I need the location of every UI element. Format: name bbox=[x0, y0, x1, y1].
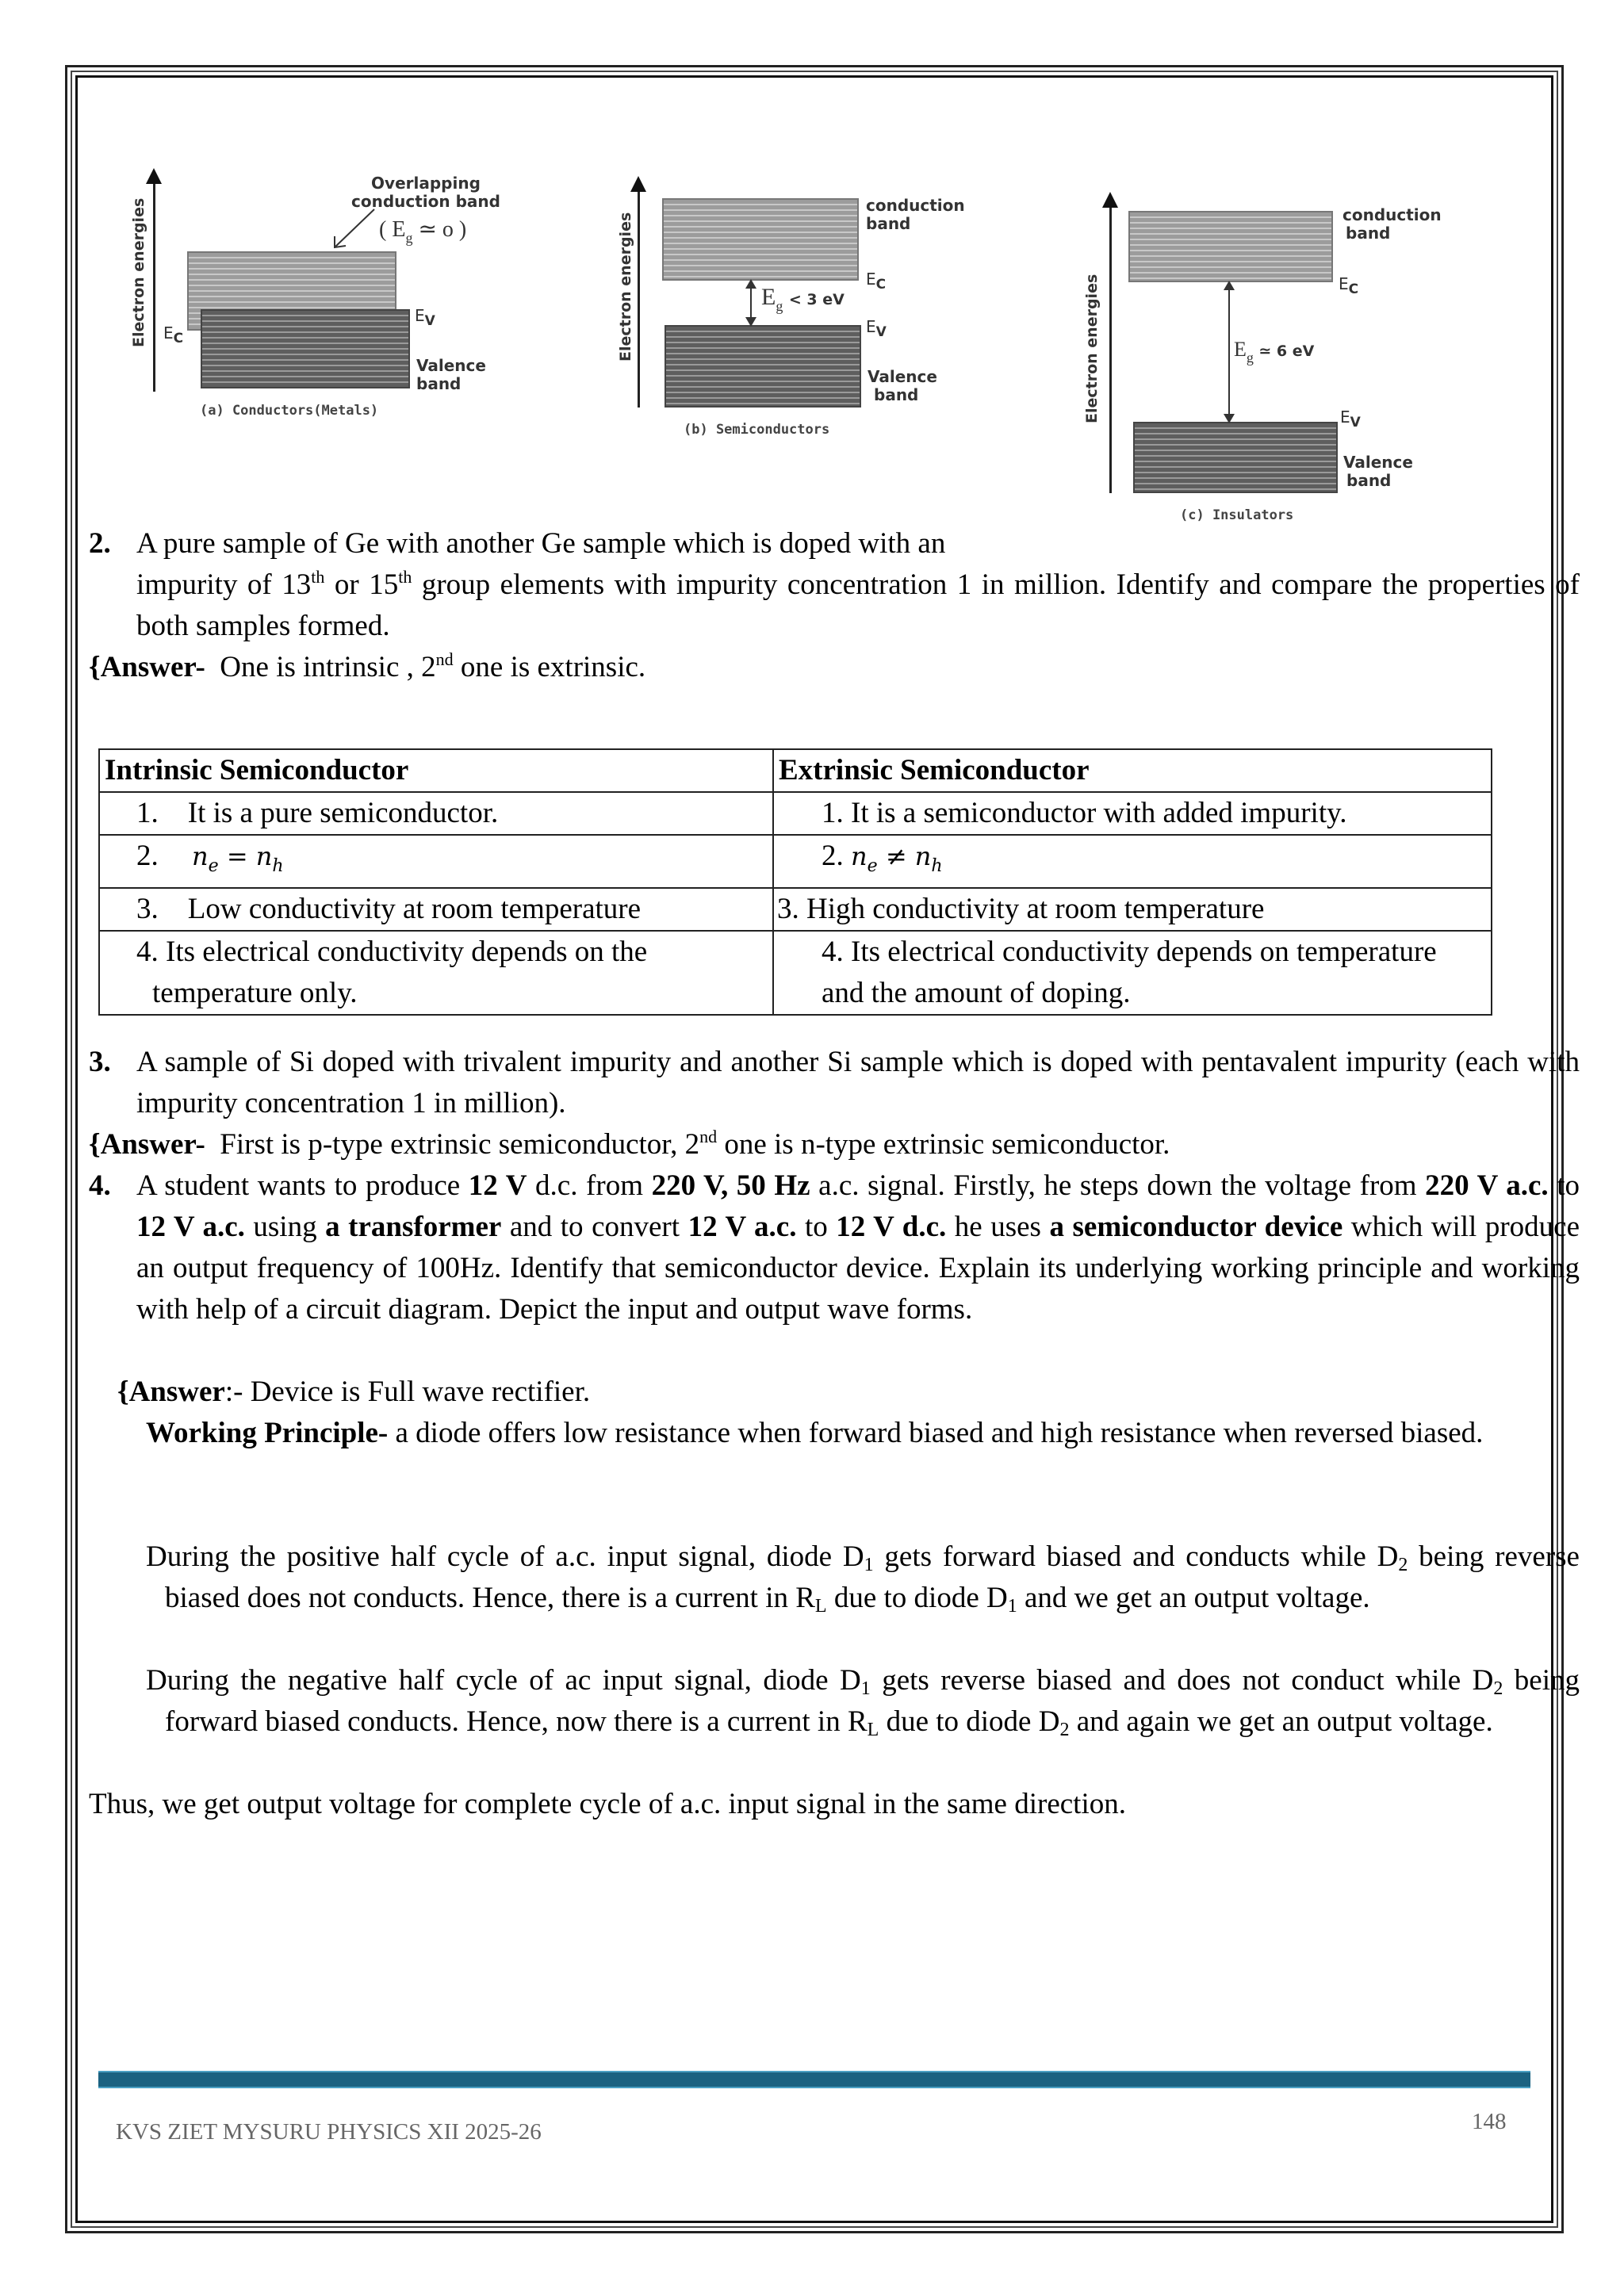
footer-title: KVS ZIET MYSURU PHYSICS XII 2025-26 bbox=[116, 2119, 542, 2145]
answer-4: {Answer:- Device is Full wave rectifier. bbox=[117, 1376, 591, 1408]
diagram-conductors bbox=[111, 159, 587, 444]
question-number: 4. bbox=[89, 1169, 111, 1202]
question-number: 3. bbox=[89, 1046, 111, 1078]
caption: (c) Insulators bbox=[1180, 507, 1294, 523]
ec-label: $E_C$ bbox=[163, 323, 184, 346]
question-2: 2. A pure sample of Ge with another Ge sample which is doped with an impurity of 13th or 15th group elements with impurity concentration 1 in million. Identify and compare the properties of both samples formed. bbox=[89, 523, 1580, 647]
answer-label: {Answer- bbox=[89, 651, 205, 683]
conduction-band bbox=[1128, 211, 1333, 282]
table-row: 1. It is a pure semiconductor. 1. It is a semiconductor with added impurity. bbox=[99, 792, 1492, 835]
footer-bar bbox=[98, 2071, 1530, 2088]
ev-label: $E_V$ bbox=[866, 317, 887, 340]
axis-label: Electron energies bbox=[1083, 274, 1101, 423]
negative-half-cycle: During the negative half cycle of ac input signal, diode D1 gets reverse biased and does not conduct while D2 being forward biased conducts. Hence, now there is a current in RL due to diode D2 and again we get an output voltage. bbox=[146, 1664, 1580, 1740]
question-3: 3. A sample of Si doped with trivalent impurity and another Si sample which is doped with pentavalent impurity (each with impurity concentration 1 in million). bbox=[89, 1042, 1580, 1124]
pointer-arrow-icon bbox=[325, 206, 381, 254]
positive-half-cycle: During the positive half cycle of a.c. input signal, diode D1 gets forward biased and conducts while D2 being reverse biased does not conducts. Hence, there is a current in RL due to diode D1 and we get an output voltage. bbox=[146, 1540, 1580, 1617]
table-row: 4. Its electrical conductivity depends on the temperature only. 4. Its electrical conductivity depends on temperature and the amount of doping. bbox=[99, 931, 1492, 1015]
energy-axis-arrow-icon bbox=[1109, 206, 1112, 493]
conduction-label: conduction band bbox=[866, 196, 965, 233]
energy-axis-arrow-icon bbox=[153, 182, 155, 392]
ev-label: $E_V$ bbox=[1340, 408, 1361, 430]
table-row: 3. Low conductivity at room temperature 3. High conductivity at room temperature bbox=[99, 888, 1492, 931]
conduction-band bbox=[662, 198, 859, 281]
gap-label: $E_g$ ≃ 6 eV bbox=[1234, 338, 1315, 365]
ec-label: $E_C$ bbox=[866, 270, 887, 293]
conclusion: Thus, we get output voltage for complete cycle of a.c. input signal in the same direction. bbox=[89, 1788, 1126, 1820]
conduction-label: conduction band bbox=[1342, 205, 1442, 243]
math-not-equal: $n_e \ne n_h$ bbox=[851, 841, 943, 876]
header-extrinsic: Extrinsic Semiconductor bbox=[773, 749, 1492, 792]
diagram-semiconductors bbox=[587, 174, 1063, 444]
ec-label: $E_C$ bbox=[1339, 274, 1359, 297]
question-4: 4. A student wants to produce 12 V d.c. from 220 V, 50 Hz a.c. signal. Firstly, he steps down the voltage from 220 V a.c. to 12 V a.c. using a transformer and to convert 12 V a.c. to 12 V d.c. he uses a semiconductor device which will produce an output frequency of 100Hz. Identify that semiconductor device. Explain its underlying working principle and working with help of a circuit diagram. Depict the input and output wave forms. bbox=[89, 1165, 1580, 1330]
caption: (b) Semiconductors bbox=[684, 422, 830, 438]
top-label: Overlapping conduction band bbox=[351, 174, 500, 211]
math-equal: $n_e = n_h$ bbox=[192, 841, 284, 876]
page-number: 148 bbox=[1472, 2109, 1507, 2134]
energy-axis-arrow-icon bbox=[638, 190, 640, 408]
axis-label: Electron energies bbox=[130, 197, 147, 347]
ev-label: $E_V$ bbox=[415, 306, 435, 329]
valence-label: Valence band bbox=[1343, 453, 1413, 490]
answer-label: {Answer bbox=[117, 1376, 225, 1408]
valence-label: Valence band bbox=[416, 356, 486, 393]
table-row: 2. $n_e = n_h$ 2. $n_e \ne n_h$ bbox=[99, 835, 1492, 888]
gap-label: $E_g < 3$ eV bbox=[761, 284, 845, 314]
answer-3: {Answer- First is p-type extrinsic semiconductor, 2nd one is n-type extrinsic semiconductor. bbox=[89, 1127, 1170, 1161]
gap-arrow-icon bbox=[750, 281, 752, 325]
valence-label: Valence band bbox=[868, 367, 937, 404]
question-number: 2. bbox=[89, 527, 111, 560]
valence-band bbox=[665, 325, 861, 408]
header-intrinsic: Intrinsic Semiconductor bbox=[99, 749, 773, 792]
axis-label: Electron energies bbox=[617, 212, 634, 362]
gap-arrow-icon bbox=[1228, 282, 1230, 422]
principle-label: Working Principle- bbox=[146, 1417, 389, 1449]
valence-band bbox=[1133, 422, 1338, 493]
caption: (a) Conductors(Metals) bbox=[200, 403, 379, 419]
comparison-table bbox=[98, 748, 1492, 1016]
gap-label: ( $E_g$ ≃ o ) bbox=[379, 217, 467, 246]
valence-band bbox=[201, 309, 410, 388]
working-principle: Working Principle- a diode offers low resistance when forward biased and high resistance when reversed biased. bbox=[146, 1417, 1484, 1449]
answer-label: {Answer- bbox=[89, 1128, 205, 1161]
answer-2: {Answer- One is intrinsic , 2nd one is extrinsic. bbox=[89, 649, 646, 683]
diagram-insulators bbox=[1063, 182, 1507, 539]
table-header-row bbox=[99, 749, 1492, 792]
